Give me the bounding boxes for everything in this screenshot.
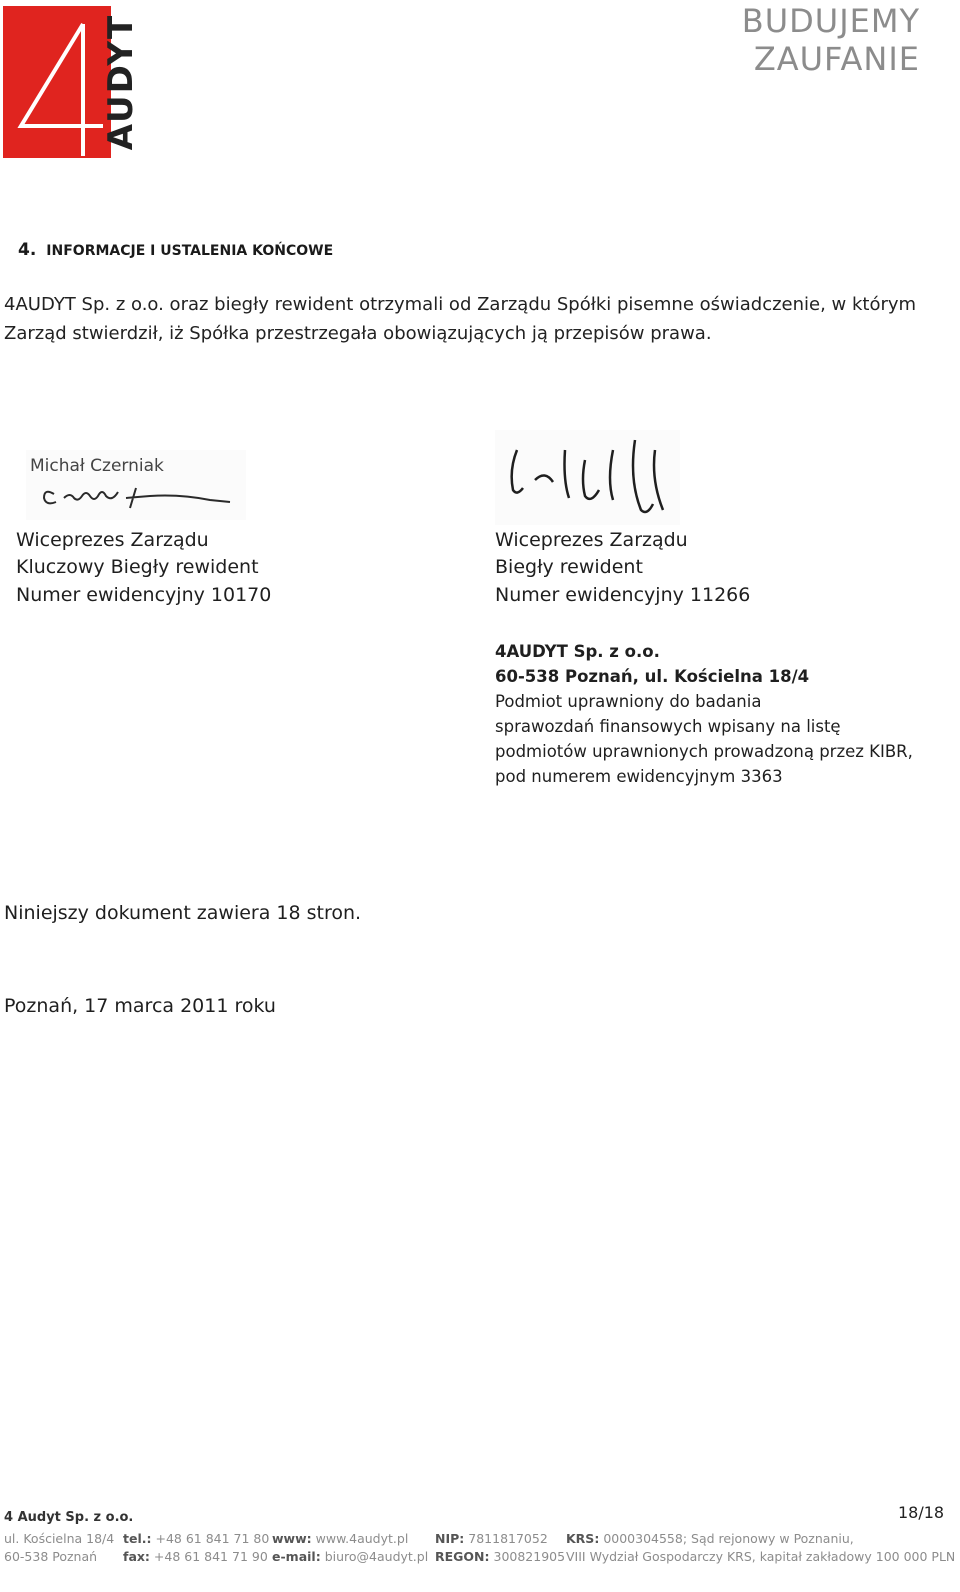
section-title: INFORMACJE I USTALENIA KOŃCOWE [46, 243, 334, 259]
firm-name: 4AUDYT Sp. z o.o. [495, 642, 660, 661]
brand-tagline: BUDUJEMY ZAUFANIE [741, 2, 920, 78]
firm-description-1: Podmiot uprawniony do badania [495, 692, 762, 711]
footer-street: ul. Kościelna 18/4 [4, 1531, 115, 1546]
firm-description-3: podmiotów uprawnionych prowadzoną przez KIBR, [495, 742, 913, 761]
signature-image-left [26, 450, 246, 520]
place-and-date: Poznań, 17 marca 2011 roku [4, 995, 276, 1017]
signature-scribble-icon [495, 430, 680, 525]
footer-tel: tel.: +48 61 841 71 80 [123, 1531, 270, 1546]
footer-regon: REGON: 300821905 [435, 1549, 566, 1564]
firm-description-4: pod numerem ewidencyjnym 3363 [495, 767, 783, 786]
signatory-right-role-1: Wiceprezes Zarządu [495, 529, 688, 551]
section-heading [18, 240, 333, 260]
footer-email-link[interactable]: e-mail: biuro@4audyt.pl [272, 1549, 429, 1564]
footer-company: 4 Audyt Sp. z o.o. [4, 1510, 134, 1525]
logo-wordmark: AUDYT [101, 13, 141, 151]
footer-fax: fax: +48 61 841 71 90 [123, 1549, 268, 1564]
signatory-left-reg-number: Numer ewidencyjny 10170 [16, 584, 272, 606]
firm-description-2: sprawozdań finansowych wpisany na listę [495, 717, 841, 736]
section-number: 4. [18, 240, 37, 260]
footer-krs: KRS: 0000304558; Sąd rejonowy w Poznaniu, [566, 1531, 854, 1546]
footer-website-link[interactable]: www: www.4audyt.pl [272, 1531, 409, 1546]
signatory-right-role-2: Biegły rewident [495, 556, 643, 578]
signatory-right-reg-number: Numer ewidencyjny 11266 [495, 584, 751, 606]
company-logo [3, 6, 153, 158]
footer-court: VIII Wydział Gospodarczy KRS, kapitał zakładowy 100 000 PLN [566, 1549, 956, 1564]
statement-paragraph: 4AUDYT Sp. z o.o. oraz biegły rewident otrzymali od Zarządu Spółki pisemne oświadczenie, w którym Zarząd stwierdził, iż Spółka przestrzegała obowiązujących ją przepisów prawa. [4, 294, 917, 344]
signature-image-right [495, 430, 680, 525]
firm-address: 60-538 Poznań, ul. Kościelna 18/4 [495, 667, 810, 686]
logo-four-glyph [3, 6, 111, 158]
signature-scribble-icon [26, 450, 246, 520]
footer-city: 60-538 Poznań [4, 1549, 98, 1564]
footer-nip: NIP: 7811817052 [435, 1531, 548, 1546]
signatory-left-role-2: Kluczowy Biegły rewident [16, 556, 259, 578]
signatory-left-role-1: Wiceprezes Zarządu [16, 529, 209, 551]
signature-printed-name: Michał Czerniak [30, 456, 164, 476]
page-number: 18/18 [898, 1503, 945, 1522]
pages-note: Niniejszy dokument zawiera 18 stron. [4, 902, 362, 924]
